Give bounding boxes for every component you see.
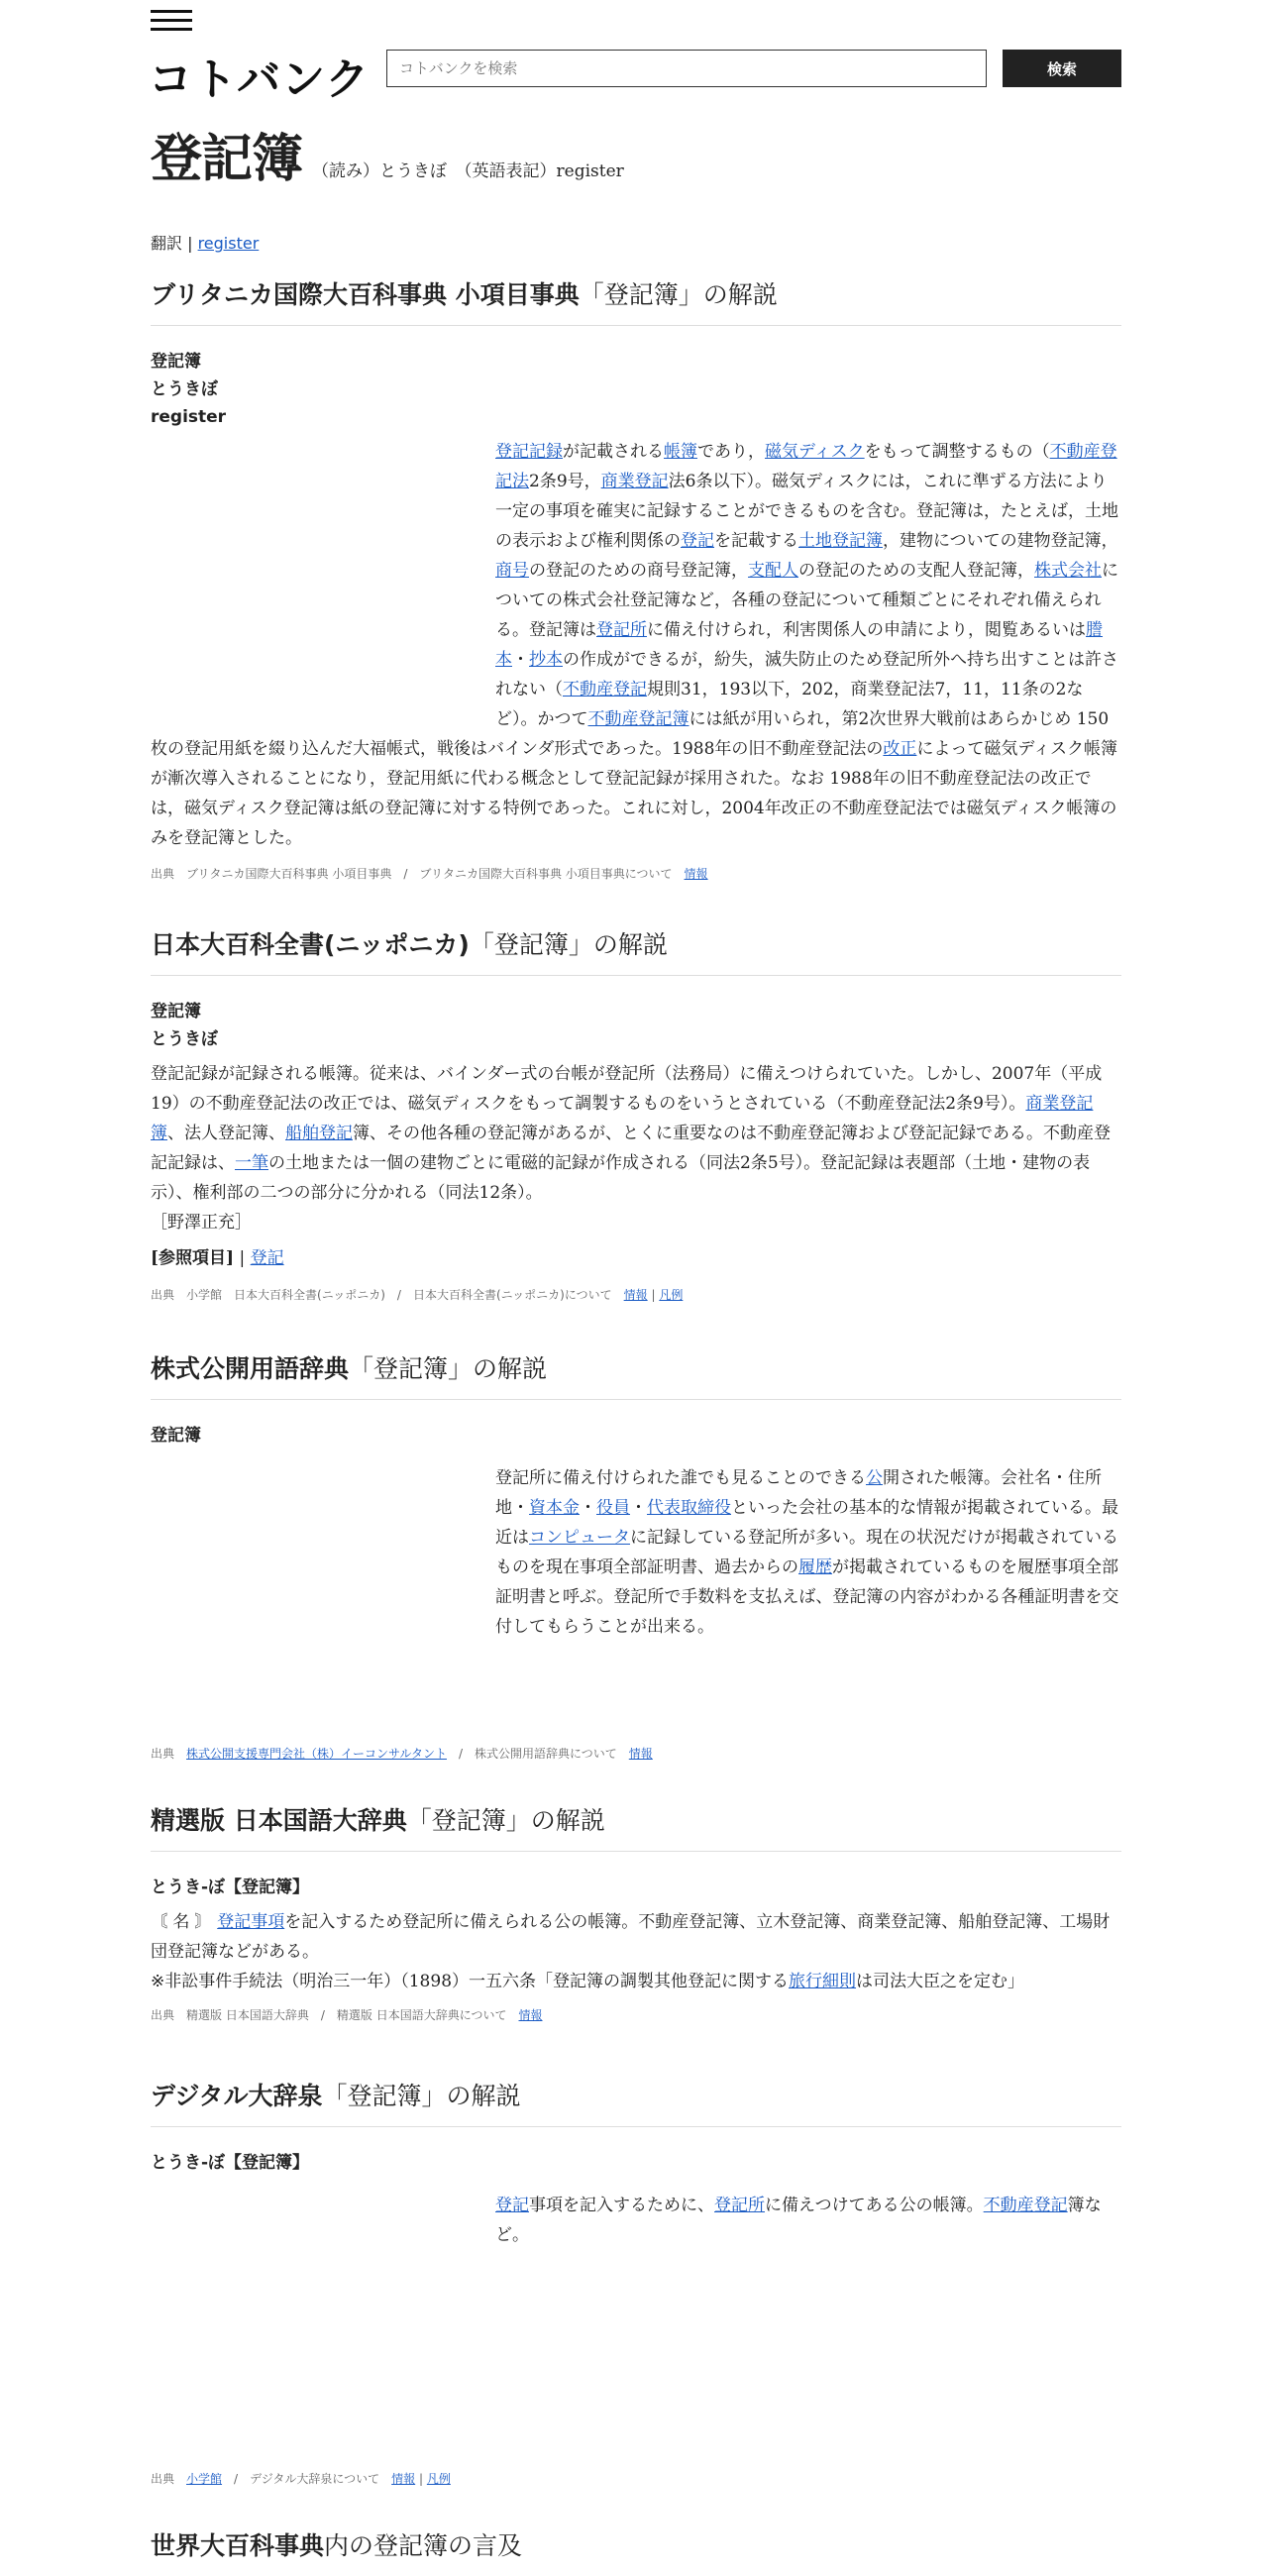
title-reading: （読み）とうきぼ （英語表記）register xyxy=(312,161,624,181)
section-title xyxy=(151,2077,1121,2127)
text: には紙が用いられ，第2次世界大戦前はあらかじめ 150枚の登記用紙を綴り込んだ大福帳式，戦後はバインダ形式であった。1988年の旧不動産登記法の xyxy=(151,709,1110,759)
term-link[interactable]: 資本金 xyxy=(529,1498,580,1518)
text: 事項を記入するために、 xyxy=(529,2196,714,2215)
source-info-link[interactable]: 情報 xyxy=(684,867,708,881)
source-line: 出典 株式公開支援専門会社（株）イーコンサルタント / 株式公開用語辞典について 情報 xyxy=(151,1747,653,1761)
source-line: 出典 小学館 / デジタル大辞泉について 情報 | 凡例 xyxy=(151,2472,451,2486)
entry-body xyxy=(151,1907,1121,1996)
term-link[interactable]: 商号 xyxy=(495,561,529,581)
headword-reading: とうきぼ xyxy=(151,379,218,399)
source-info-link[interactable]: 情報 xyxy=(518,2008,543,2022)
headword-english: register xyxy=(151,407,227,427)
source-legend-link[interactable]: 凡例 xyxy=(426,2472,451,2486)
term-link[interactable]: 磁気ディスク xyxy=(765,442,865,462)
term-link[interactable]: 一筆 xyxy=(235,1153,268,1173)
entry-body xyxy=(495,2191,1121,2250)
text: 規則31，193以下，202，商業登記法7，11，11条の2など）。かつて xyxy=(495,680,1084,729)
text: に備え付けられ，利害関係人の申請により，閲覧あるいは xyxy=(647,620,1087,640)
source-line: 出典 ブリタニカ国際大百科事典 小項目事典 / ブリタニカ国際大百科事典 小項目事典について 情報 xyxy=(151,867,708,881)
source-label: 出典 xyxy=(151,1747,175,1761)
source-info-link[interactable]: 情報 xyxy=(391,2472,416,2486)
entry-headword xyxy=(151,2149,1121,2177)
text: ・ xyxy=(630,1498,647,1518)
text: 開された帳簿。会社名・住所地・ xyxy=(495,1468,1102,1518)
text: であり， xyxy=(697,442,765,462)
text: 登記記録が記録される帳簿。従来は、バインダー式の台帳が登記所（法務局）に備えつけられていた。しかし、2007年（平成19）の不動産登記法の改正では、磁気ディスクをもって調製するものをいうとされている（不動産登記法2条9号）。 xyxy=(151,1064,1103,1114)
section-britannica xyxy=(151,275,1121,882)
term-link[interactable]: コンピュータ xyxy=(529,1528,630,1548)
source-name-link[interactable]: 小学館 xyxy=(186,2472,223,2486)
text: の作成ができるが，紛失，滅失防止のため登記所外へ持ち出すことは許されない（ xyxy=(495,650,1118,699)
term-link[interactable]: 商業登記簿 xyxy=(151,1094,1094,1143)
term-link[interactable]: 抄本 xyxy=(529,650,563,670)
section-title-suffix: 「登記簿」の解説 xyxy=(579,280,778,309)
term-link[interactable]: 登記所 xyxy=(596,620,647,640)
headword: 登記簿 xyxy=(151,352,201,372)
headword: 登記簿 xyxy=(151,1002,201,1021)
search-input[interactable] xyxy=(386,50,987,87)
source-about: 日本大百科全書(ニッポニカ)について xyxy=(412,1288,612,1302)
term-link[interactable]: 帳簿 xyxy=(664,442,697,462)
section-nikkoku xyxy=(151,1801,1121,2023)
source-line: 出典 精選版 日本国語大辞典 / 精選版 日本国語大辞典について 情報 xyxy=(151,2008,543,2022)
source-label: 出典 xyxy=(151,1288,175,1302)
section-daijisen xyxy=(151,2077,1121,2487)
term-link[interactable]: 代表取締役 xyxy=(647,1498,731,1518)
headword: とうき‐ぼ【登記簿】 xyxy=(151,1878,310,1897)
term-link[interactable]: 改正 xyxy=(883,739,917,759)
part-of-speech: 〘 名 〙 xyxy=(151,1912,212,1932)
text: の土地または一個の建物ごとに電磁的記録が作成される（同法2条5号）。登記記録は表題部（土地・建物の表示）、権利部の二つの部分に分かれる（同法12条）。 xyxy=(151,1153,1091,1203)
page-title: 登記簿 xyxy=(151,130,303,189)
entry-headword xyxy=(151,348,1121,431)
term-link[interactable]: 登記所 xyxy=(714,2196,765,2215)
source-label: 出典 xyxy=(151,2472,175,2486)
entry-headword xyxy=(151,1874,1121,1901)
text: 2条9号， xyxy=(529,472,601,491)
text: 、法人登記簿、 xyxy=(167,1124,285,1143)
term-link[interactable]: 登記 xyxy=(495,2196,529,2215)
text: ・ xyxy=(512,650,529,670)
source-label: 出典 xyxy=(151,867,175,881)
term-link[interactable]: 旅行細則 xyxy=(789,1972,857,1991)
dictionary-name: デジタル大辞泉 xyxy=(151,2082,323,2110)
text: の登記のための商号登記簿， xyxy=(529,561,748,581)
section-title-suffix: 「登記簿」の解説 xyxy=(469,930,668,959)
source-name: ブリタニカ国際大百科事典 小項目事典 xyxy=(186,867,392,881)
menu-icon[interactable] xyxy=(151,10,192,32)
term-link[interactable]: 土地登記簿 xyxy=(798,531,883,551)
text: によって磁気ディスク帳簿が漸次導入されることになり，登記用紙に代わる概念として登記記録が採用された。なお 1988年の旧不動産登記法の改正では，磁気ディスク登記簿は紙の登記簿に対する特例であった。これに対し，2004年改正の不動産登記法では磁気ディスク帳簿のみを登記簿とした。 xyxy=(151,739,1118,848)
headword: 登記簿 xyxy=(151,1426,201,1446)
dictionary-name: ブリタニカ国際大百科事典 小項目事典 xyxy=(151,280,580,309)
source-info-link[interactable]: 情報 xyxy=(628,1747,653,1761)
term-link[interactable]: 不動産登記 xyxy=(563,680,647,699)
search-button[interactable]: 検索 xyxy=(1003,50,1121,87)
source-about: 株式公開用語辞典について xyxy=(475,1747,617,1761)
text: といった会社の基本的な情報が掲載されている。最近は xyxy=(495,1498,1118,1548)
term-link[interactable]: 役員 xyxy=(596,1498,630,1518)
dictionary-name: 日本大百科全書(ニッポニカ) xyxy=(151,930,470,959)
source-line: 出典 小学館 日本大百科全書(ニッポニカ) / 日本大百科全書(ニッポニカ)について 情報 | 凡例 xyxy=(151,1288,684,1302)
term-link[interactable]: 謄本 xyxy=(495,620,1104,670)
text: が掲載されているものを履歴事項全部証明書と呼ぶ。登記所で手数料を支払えば、登記簿の内容がわかる各種証明書を交付してもらうことが出来る。 xyxy=(495,1557,1119,1637)
term-link[interactable]: 履歴 xyxy=(798,1557,832,1577)
section-title xyxy=(151,2526,1121,2576)
text: が記載される xyxy=(563,442,664,462)
entry-body xyxy=(151,437,1121,853)
text: に記録している登記所が多い。現在の状況だけが掲載されているものを現在事項全部証明書、過去からの xyxy=(495,1528,1118,1577)
entry-headword xyxy=(151,1422,1121,1449)
term-link[interactable]: 登記 xyxy=(681,531,714,551)
term-link[interactable]: 支配人 xyxy=(748,561,798,581)
term-link[interactable]: 船舶登記 xyxy=(285,1124,353,1143)
site-logo[interactable]: コトバンク xyxy=(149,54,371,105)
text: の登記のための支配人登記簿， xyxy=(798,561,1034,581)
translation-label: 翻訳 | xyxy=(151,234,193,253)
text: ，建物についての建物登記簿， xyxy=(883,531,1118,551)
source-about: 精選版 日本国語大辞典について xyxy=(336,2008,507,2022)
source-name: 小学館 日本大百科全書(ニッポニカ) xyxy=(186,1288,385,1302)
source-about: デジタル大辞泉について xyxy=(250,2472,380,2486)
related-items: [参照項目] | 登記 xyxy=(151,1248,284,1268)
entry-headword xyxy=(151,998,1121,1053)
section-title xyxy=(151,1801,1121,1852)
term-link[interactable]: 株式会社 xyxy=(1034,561,1102,581)
author: ［野澤正充］ xyxy=(151,1213,252,1233)
section-title-suffix: 「登記簿」の解説 xyxy=(406,1806,605,1835)
text: 登記所に備え付けられた誰でも見ることのできる xyxy=(495,1468,866,1488)
dictionary-name: 世界大百科事典 xyxy=(151,2531,325,2560)
source-label: 出典 xyxy=(151,2008,175,2022)
term-link[interactable]: 不動産登記法 xyxy=(495,442,1117,491)
related-link[interactable]: 登記 xyxy=(250,1248,284,1268)
text: 法6条以下）。磁気ディスクには，これに準ずる方法により一定の事項を確実に記録することができるものを含む。登記簿は，たとえば，土地の表示および権利関係の xyxy=(495,472,1118,551)
section-title xyxy=(151,275,1121,326)
source-name: 精選版 日本国語大辞典 xyxy=(186,2008,309,2022)
text: を記載する xyxy=(714,531,798,551)
term-link[interactable]: 登記記録 xyxy=(495,442,563,462)
text: をもって調整するもの（ xyxy=(864,442,1050,462)
source-name-link[interactable]: 株式公開支援専門会社（株）イーコンサルタント xyxy=(186,1747,447,1761)
text: に備えつけてある公の帳簿。 xyxy=(765,2196,984,2215)
dictionary-name: 株式公開用語辞典 xyxy=(151,1354,350,1383)
text: は司法大臣之を定む」 xyxy=(856,1972,1025,1991)
term-link[interactable]: 登記事項 xyxy=(217,1912,285,1932)
section-title-suffix: 内の登記簿の言及 xyxy=(324,2531,523,2560)
term-link[interactable]: 不動産登記 xyxy=(983,2196,1068,2215)
source-about: ブリタニカ国際大百科事典 小項目事典について xyxy=(419,867,673,881)
source-info-link[interactable]: 情報 xyxy=(623,1288,648,1302)
term-link[interactable]: 商業登記 xyxy=(600,472,669,491)
entry-body xyxy=(151,1059,1121,1237)
text: についての株式会社登記簿など，各種の登記について種類ごとにそれぞれ備えられる。登記簿は xyxy=(495,561,1118,640)
section-title-suffix: 「登記簿」の解説 xyxy=(349,1354,548,1383)
headword-reading: とうきぼ xyxy=(151,1029,218,1049)
text: ※非訟事件手続法（明治三一年）（1898）一五六条「登記簿の調製其他登記に関する xyxy=(151,1972,790,1991)
term-link[interactable]: 公 xyxy=(866,1468,883,1488)
translation-link[interactable]: register xyxy=(197,234,260,253)
headword: とうき‐ぼ【登記簿】 xyxy=(151,2153,310,2173)
section-nipponica xyxy=(151,925,1121,1303)
related-label: [参照項目] xyxy=(151,1248,235,1268)
section-title xyxy=(151,925,1121,976)
text: 簿など。 xyxy=(495,2196,1102,2245)
source-legend-link[interactable]: 凡例 xyxy=(659,1288,684,1302)
section-title xyxy=(151,1349,1121,1400)
section-title-suffix: 「登記簿」の解説 xyxy=(322,2082,521,2110)
section-stock-glossary xyxy=(151,1349,1121,1762)
page-title-row xyxy=(151,117,624,191)
entry-body xyxy=(495,1463,1121,1642)
text: ・ xyxy=(580,1498,596,1518)
translation-row xyxy=(151,231,259,254)
text: を記入するため登記所に備えられる公の帳簿。不動産登記簿、立木登記簿、商業登記簿、船舶登記簿、工場財団登記簿などがある。 xyxy=(151,1912,1111,1962)
term-link[interactable]: 不動産登記簿 xyxy=(587,709,689,729)
text: 簿、その他各種の登記簿があるが、とくに重要なのは不動産登記簿および登記記録である。不動産登記記録は、 xyxy=(151,1124,1111,1173)
dictionary-name: 精選版 日本国語大辞典 xyxy=(151,1806,407,1835)
section-heibonsha-mentions xyxy=(151,2526,1121,2576)
